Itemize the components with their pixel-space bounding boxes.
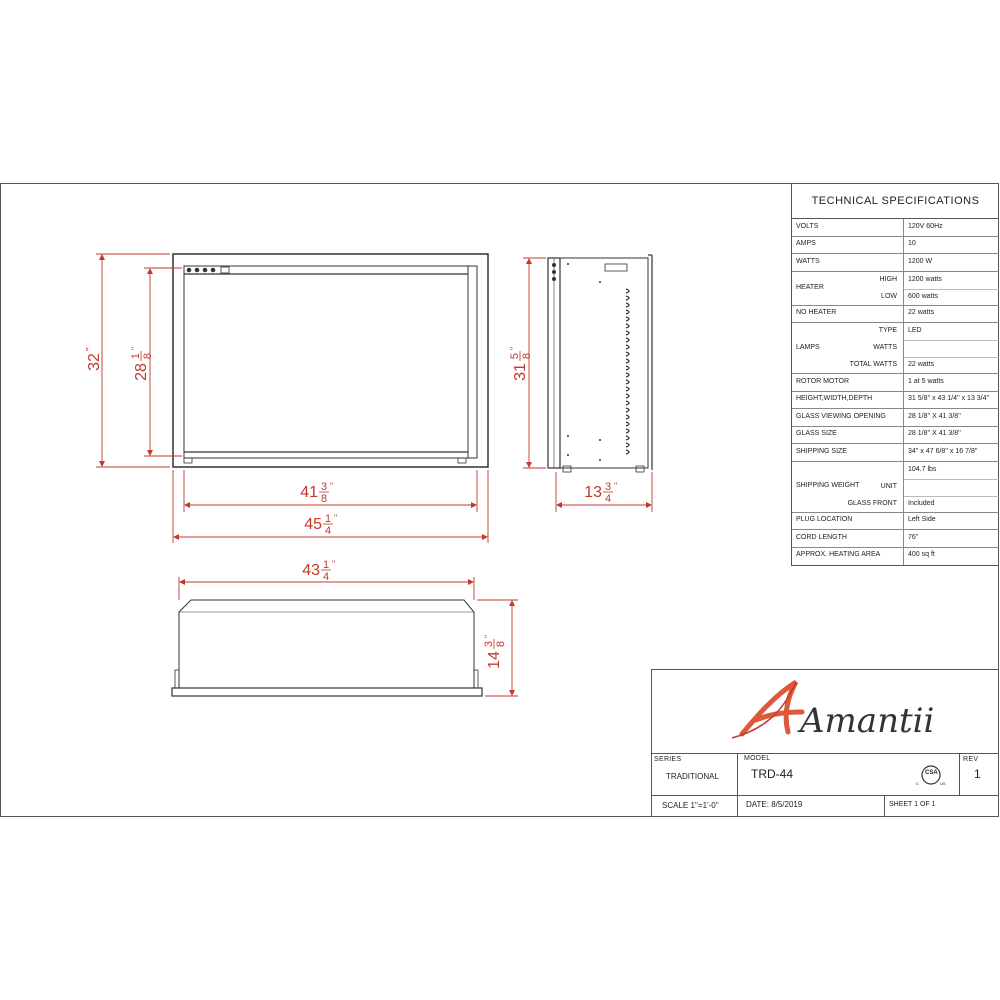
spec-row — [792, 409, 999, 427]
spec-sub-label: WATTS — [873, 344, 897, 351]
side-body — [560, 258, 648, 468]
spec-key — [792, 237, 904, 254]
spec-value-cell — [904, 374, 999, 391]
technical-specifications-table — [791, 184, 999, 566]
csa-c: C — [916, 781, 919, 786]
spec-row — [792, 272, 999, 306]
title-block — [651, 669, 999, 817]
svg-text:43: 43 — [302, 562, 320, 579]
spec-sub-value: 1200 watts — [908, 275, 942, 283]
spec-value-cell — [904, 237, 999, 254]
spec-sub-value: 600 watts — [908, 292, 938, 300]
spec-rows — [792, 219, 999, 565]
model-value: TRD-44 — [751, 767, 794, 781]
spec-key — [792, 254, 904, 271]
spec-sub-label: TYPE — [878, 327, 897, 334]
csa-mark: CSA — [925, 770, 938, 776]
spec-label: WATTS — [796, 257, 820, 265]
spec-row — [792, 513, 999, 531]
spec-row — [792, 323, 999, 374]
spec-label: VOLTS — [796, 222, 819, 230]
svg-text:3: 3 — [320, 481, 328, 493]
svg-text:1: 1 — [324, 513, 332, 525]
spec-value-cell — [904, 444, 999, 461]
spec-key — [792, 323, 904, 373]
spec-key — [792, 272, 904, 305]
series-label: SERIES — [654, 756, 682, 763]
svg-text:1: 1 — [130, 352, 142, 360]
svg-text:3: 3 — [483, 640, 495, 648]
rev-value: 1 — [974, 767, 981, 781]
spec-sub-label: TOTAL WATTS — [849, 361, 897, 368]
svg-text:": " — [330, 481, 334, 491]
spec-sub-label: HIGH — [879, 275, 897, 283]
spec-row — [792, 237, 999, 255]
svg-text:3: 3 — [604, 481, 612, 493]
spec-label: AMPS — [796, 240, 816, 248]
dim-front-height — [85, 347, 103, 371]
dim-front-glass-width — [300, 481, 333, 505]
svg-text:": " — [509, 346, 519, 350]
spec-value-cell — [904, 254, 999, 271]
spec-key — [792, 219, 904, 236]
svg-text:8: 8 — [142, 352, 154, 360]
svg-text:31: 31 — [512, 363, 529, 381]
spec-label: GLASS VIEWING OPENING — [796, 412, 886, 420]
series-value: TRADITIONAL — [666, 772, 719, 781]
svg-text:": " — [614, 481, 618, 491]
spec-key — [792, 306, 904, 323]
spec-value-cell — [904, 219, 999, 236]
spec-value-cell — [904, 409, 999, 426]
spec-key — [792, 427, 904, 444]
spec-value-cell — [904, 548, 999, 566]
spec-value: 76'' — [908, 533, 919, 541]
spec-value: 400 sq ft — [908, 551, 935, 559]
spec-label: HEIGHT,WIDTH,DEPTH — [796, 395, 873, 403]
svg-text:14: 14 — [486, 651, 503, 669]
spec-value: 1200 W — [908, 257, 933, 265]
spec-value: 34'' x 47 6/8'' x 16 7/8'' — [908, 447, 978, 455]
dim-side-depth — [584, 481, 617, 505]
spec-row — [792, 219, 999, 237]
sheet-text: SHEET 1 OF 1 — [889, 801, 936, 808]
dim-top-width — [302, 559, 335, 583]
spec-key — [792, 548, 904, 566]
svg-text:4: 4 — [322, 571, 330, 583]
front-dimension-lines — [96, 254, 488, 543]
date-text: DATE: 8/5/2019 — [746, 800, 803, 809]
spec-label: GLASS SIZE — [796, 430, 837, 438]
svg-text:8: 8 — [521, 352, 533, 360]
scale-text: SCALE 1''=1'-0'' — [662, 801, 719, 810]
spec-row — [792, 392, 999, 410]
spec-value-cell — [904, 530, 999, 547]
spec-label: LAMPS — [796, 343, 820, 351]
top-body — [179, 600, 474, 688]
svg-text:8: 8 — [495, 640, 507, 648]
csa-certification-icon — [916, 764, 946, 786]
brand-name: Amantii — [800, 701, 935, 741]
spec-label: ROTOR MOTOR — [796, 377, 850, 385]
svg-text:": " — [130, 346, 140, 350]
top-dimension-lines — [179, 577, 518, 696]
spec-value: 1 at 5 watts — [908, 377, 944, 385]
spec-row — [792, 444, 999, 462]
svg-text:5: 5 — [509, 352, 521, 360]
spec-value-cell — [904, 306, 999, 323]
spec-row — [792, 306, 999, 324]
spec-row — [792, 530, 999, 548]
front-glass-opening — [184, 266, 477, 458]
spec-sub-label: GLASS FRONT — [847, 499, 897, 507]
spec-value-cell — [904, 323, 999, 373]
spec-row — [792, 427, 999, 445]
spec-row — [792, 548, 999, 566]
spec-label: HEATER — [796, 283, 824, 291]
spec-value: Left Side — [908, 516, 936, 524]
spec-sub-label: LOW — [881, 292, 897, 300]
top-view — [172, 600, 482, 696]
spec-value: 31 5/8'' x 43 1/4'' x 13 3/4'' — [908, 395, 990, 403]
svg-text:41: 41 — [300, 484, 318, 501]
spec-label: APPROX. HEATING AREA — [796, 551, 881, 559]
spec-label: PLUG LOCATION — [796, 516, 853, 524]
svg-text:13: 13 — [584, 484, 602, 501]
svg-text:": " — [332, 559, 336, 569]
spec-value-cell — [904, 427, 999, 444]
spec-sub-label: UNIT — [880, 482, 897, 490]
svg-text:1: 1 — [322, 559, 330, 571]
spec-value: 28 1/8'' X 41 3/8'' — [908, 412, 961, 420]
spec-sub-value: 104.7 lbs — [908, 465, 937, 473]
dim-front-overall-width — [304, 513, 337, 537]
spec-row — [792, 254, 999, 272]
dim-top-depth — [483, 635, 507, 669]
spec-key — [792, 462, 904, 512]
spec-value: 10 — [908, 240, 916, 248]
spec-value: 28 1/8'' X 41 3/8'' — [908, 430, 961, 438]
specs-title: TECHNICAL SPECIFICATIONS — [792, 184, 999, 219]
front-outer-frame — [173, 254, 488, 467]
spec-key — [792, 409, 904, 426]
spec-label: NO HEATER — [796, 309, 837, 317]
spec-label: CORD LENGTH — [796, 533, 847, 541]
svg-text:4: 4 — [604, 493, 612, 505]
svg-text:28: 28 — [133, 363, 150, 381]
top-frame — [172, 688, 482, 696]
svg-text:45: 45 — [304, 516, 322, 533]
spec-label: SHIPPING WEIGHT — [796, 482, 860, 489]
spec-sub-value: 22 watts — [908, 361, 935, 368]
model-label: MODEL — [744, 755, 771, 762]
spec-value-cell — [904, 462, 999, 512]
spec-key — [792, 392, 904, 409]
svg-text:": " — [483, 634, 493, 638]
rev-label: REV — [963, 756, 979, 763]
spec-row — [792, 462, 999, 513]
spec-key — [792, 374, 904, 391]
svg-text:8: 8 — [320, 493, 328, 505]
spec-key — [792, 513, 904, 530]
spec-value-cell — [904, 392, 999, 409]
side-dimension-lines — [523, 258, 652, 512]
svg-text:4: 4 — [324, 525, 332, 537]
amantii-logo — [712, 676, 942, 746]
svg-text:": " — [85, 347, 96, 351]
spec-label: SHIPPING SIZE — [796, 447, 847, 455]
spec-value: 120V 60Hz — [908, 222, 943, 230]
spec-value-cell — [904, 272, 999, 305]
spec-sub-value: Included — [908, 499, 935, 507]
svg-text:32: 32 — [86, 353, 103, 371]
spec-key — [792, 444, 904, 461]
front-view — [173, 254, 488, 467]
side-view — [548, 255, 652, 472]
spec-sub-value: LED — [908, 327, 922, 334]
svg-text:": " — [334, 513, 338, 523]
spec-value: 22 watts — [908, 309, 935, 317]
csa-us: US — [940, 781, 946, 786]
spec-key — [792, 530, 904, 547]
spec-row — [792, 374, 999, 392]
spec-value-cell — [904, 513, 999, 530]
